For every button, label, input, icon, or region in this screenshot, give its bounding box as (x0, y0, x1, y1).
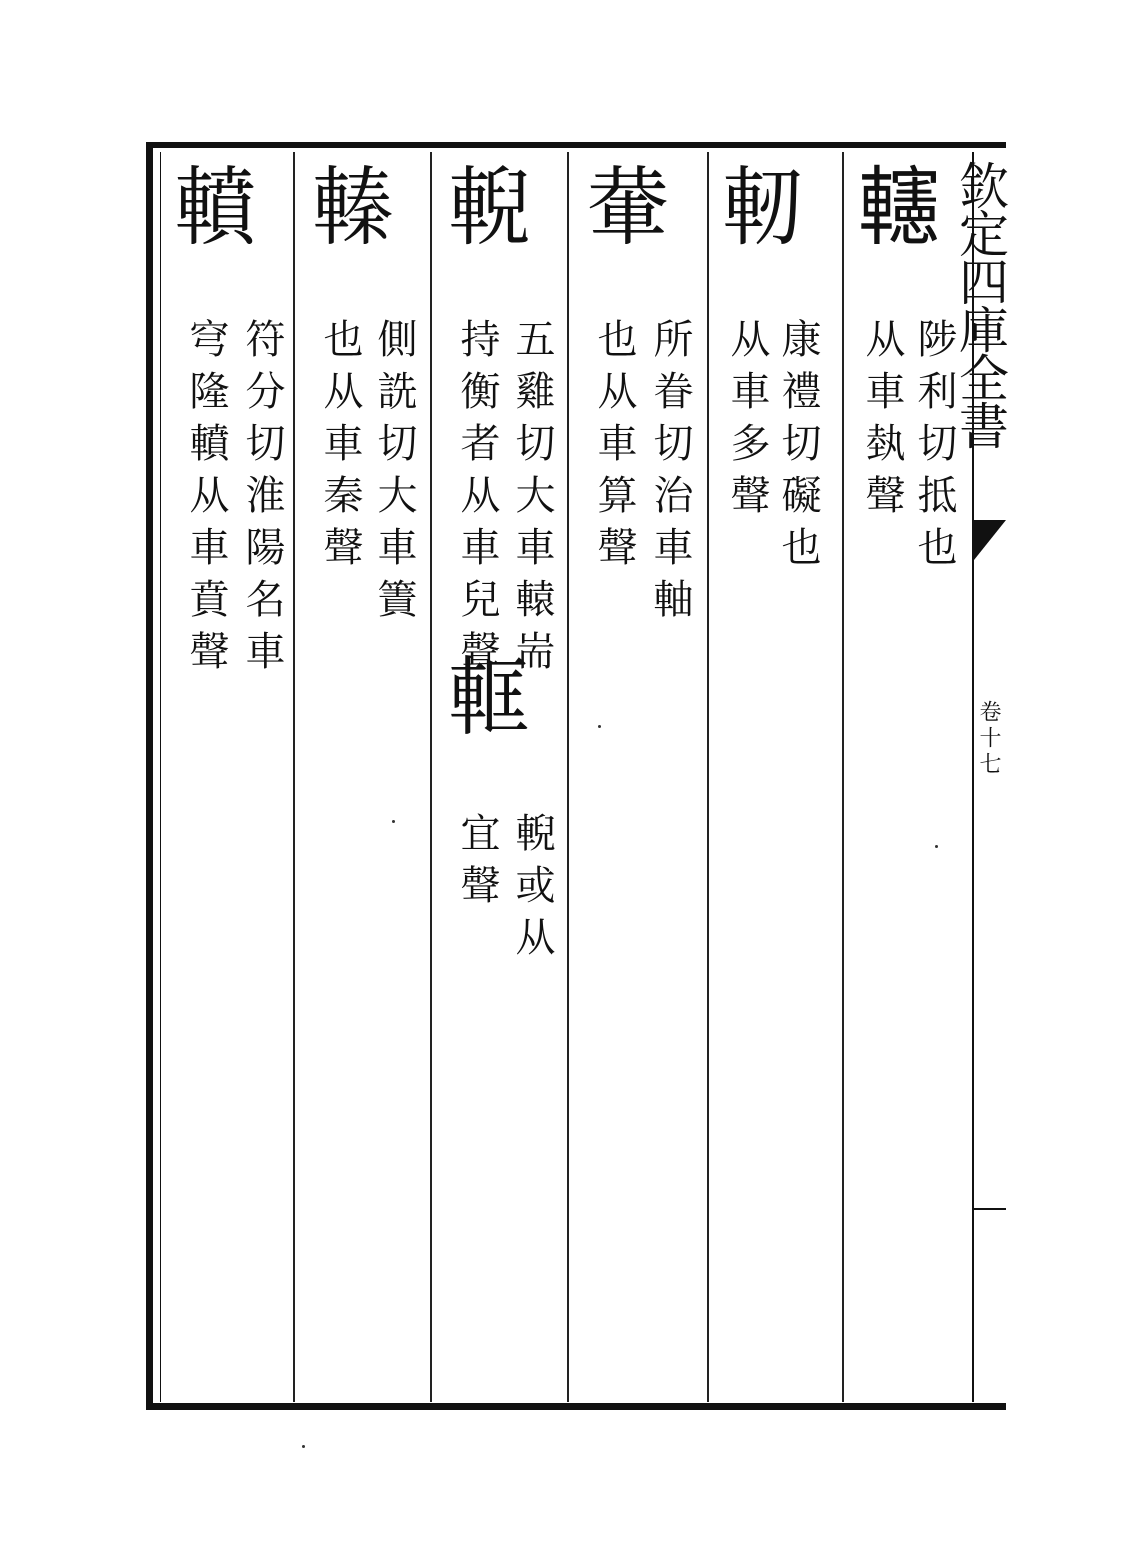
column-divider (293, 152, 295, 1402)
gloss-right: 所眷切治車軸 (647, 318, 693, 630)
gloss-right: 陟利切抵也 (911, 318, 957, 578)
seal-glyph: 轃 (312, 158, 394, 258)
gloss-left: 从車埶聲 (859, 318, 905, 526)
seal-glyph: 𨏥 (858, 158, 940, 258)
seal-glyph: 輗 (448, 158, 530, 258)
ink-speck (302, 1445, 305, 1448)
seal-character (720, 160, 806, 256)
gloss-right: 側詵切大車簀 (371, 318, 417, 630)
ink-speck (935, 845, 938, 848)
gloss-left: 从車多聲 (724, 318, 770, 526)
inner-frame-line (160, 152, 161, 1402)
book-title: 欽定四庫全書 (951, 160, 1009, 448)
ink-speck (598, 725, 601, 728)
column-divider (430, 152, 432, 1402)
seal-glyph: 轒 (174, 158, 256, 258)
juan-number: 卷十七 (976, 700, 1001, 778)
gloss-left: 宜聲 (454, 812, 500, 916)
gloss-left: 也从車秦聲 (317, 318, 363, 578)
gloss-left: 也从車算聲 (591, 318, 637, 578)
seal-character (585, 160, 671, 256)
seal-character (172, 160, 258, 256)
seal-character-variant (446, 650, 532, 746)
fish-tail-mark (974, 520, 1006, 560)
ink-speck (392, 820, 395, 823)
column-divider (842, 152, 844, 1402)
seal-character (310, 160, 396, 256)
seal-glyph: 輂 (587, 158, 669, 258)
gloss-right: 符分切淮陽名車 (239, 318, 285, 682)
gloss-left: 持衡者从車兒聲 (454, 318, 500, 682)
seal-glyph: 軭 (448, 648, 530, 748)
gloss-right: 五雞切大車轅耑 (509, 318, 555, 682)
seal-character (856, 160, 942, 256)
seal-character (446, 160, 532, 256)
column-divider (567, 152, 569, 1402)
column-divider (707, 152, 709, 1402)
gloss-right: 輗或从 (509, 812, 555, 968)
gloss-left: 穹隆轒从車賁聲 (183, 318, 229, 682)
seal-glyph: 軔 (722, 158, 804, 258)
gloss-right: 康禮切礙也 (775, 318, 821, 578)
margin-rule (972, 1208, 1006, 1210)
